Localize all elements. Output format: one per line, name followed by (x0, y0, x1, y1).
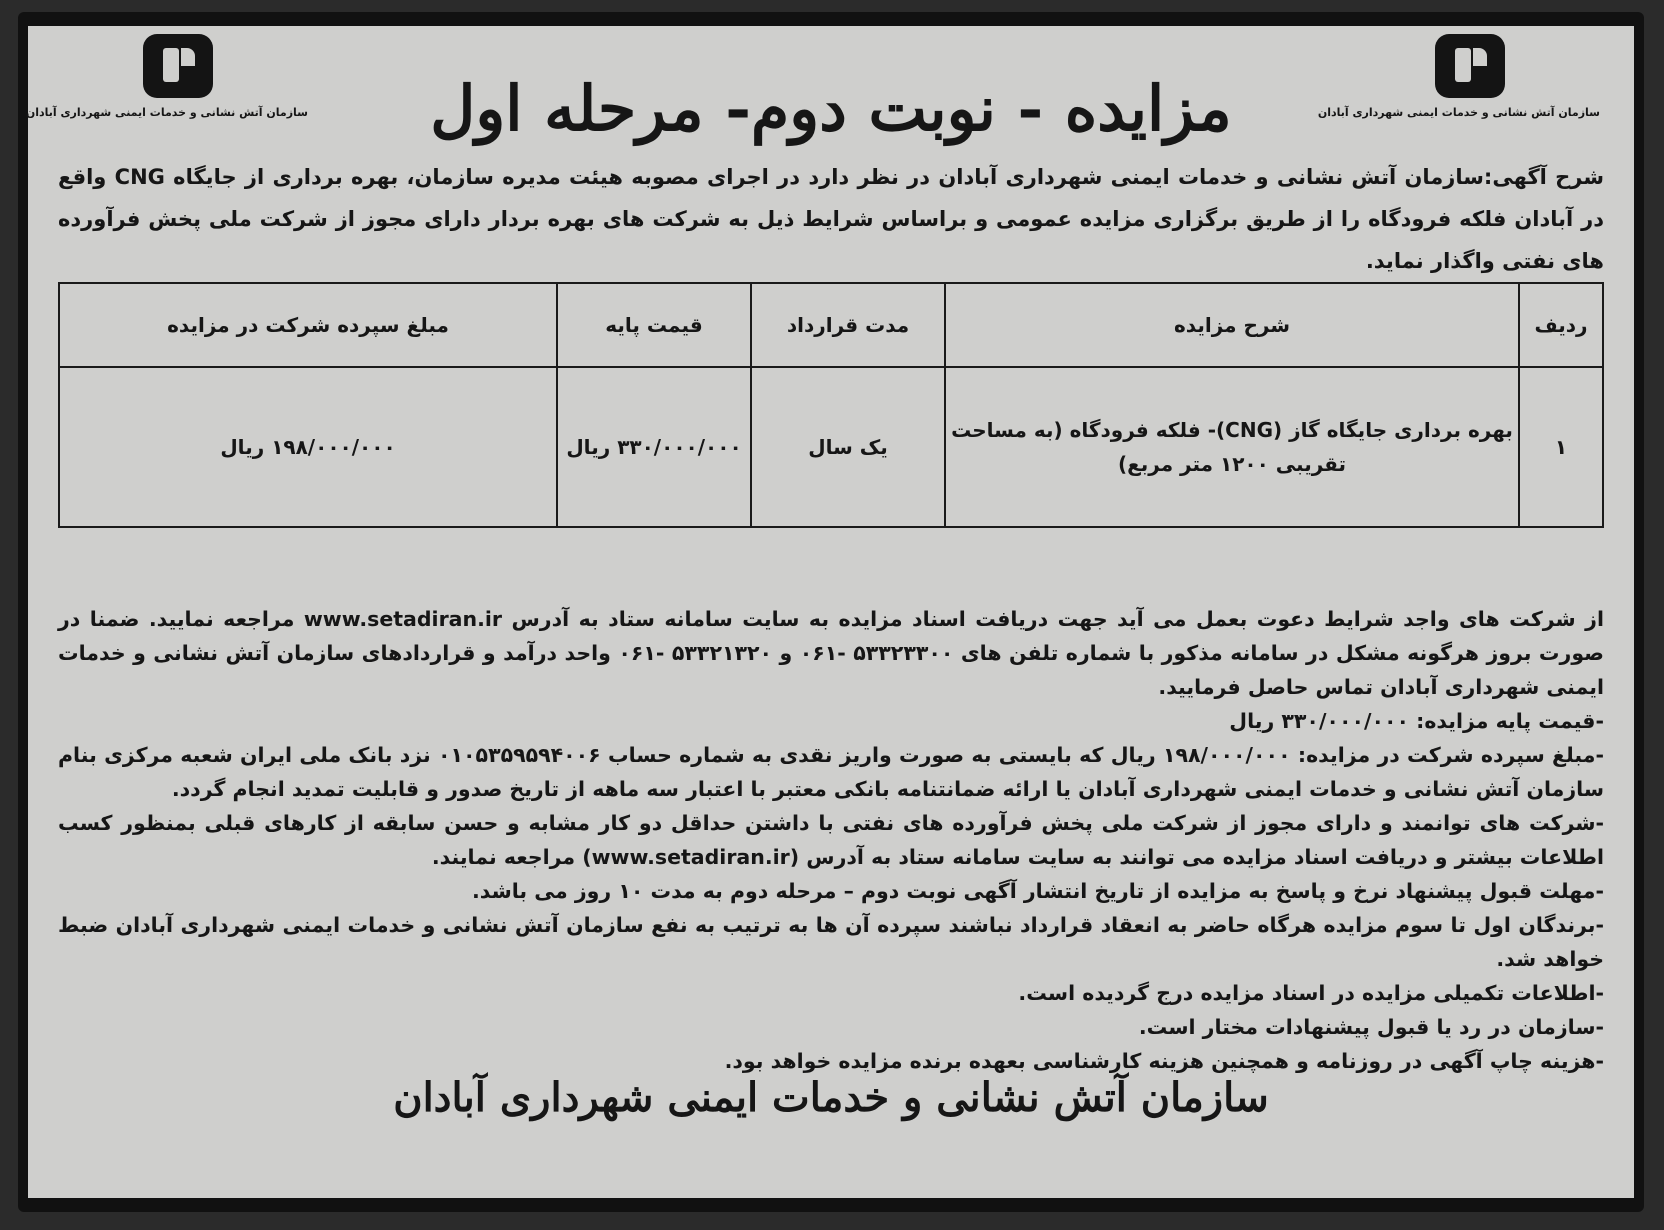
table-header-row (59, 283, 1603, 367)
col-header-description: شرح مزایده (945, 283, 1519, 367)
paragraph-rights: -سازمان در رد یا قبول پیشنهادات مختار است. (1138, 1015, 1604, 1039)
logo-caption-right: سازمان آتش نشانی و خدمات ایمنی شهرداری آبادان (1317, 106, 1600, 119)
col-header-base-price: قیمت پایه (557, 283, 751, 367)
intro-text: شرح آگهی:سازمان آتش نشانی و خدمات ایمنی شهرداری آبادان در نظر دارد در اجرای مصوبه هیئت مدیره سازمان، بهره برداری از جایگاه CNG واقع در آبادان فلکه فرودگاه را از طریق برگزاری مزایده عمومی و براساس شرایط ذیل به شرکت های بهره بردار دارای مجوز از شرکت ملی پخش فرآورده های نفتی واگذار نماید. (58, 165, 1604, 273)
footer-org-name: سازمان آتش نشانی و خدمات ایمنی شهرداری آبادان (393, 1074, 1269, 1121)
paragraph-deposit: -مبلغ سپرده شرکت در مزایده: ۱۹۸/۰۰۰/۰۰۰ ریال که بایستی به صورت واریز نقدی به شماره حساب ۰۱۰۵۳۵۹۵۹۴۰۰۶ نزد بانک ملی ایران شعبه مرکزی بنام سازمان آتش نشانی و خدمات ایمنی شهرداری آبادان یا ارائه ضمانتنامه بانکی معتبر با اعتبار سه ماهه از تاریخ صدور و قابلیت تمدید انجام گردد. (58, 743, 1604, 801)
org-logo-icon (143, 34, 213, 98)
col-header-contract-duration: مدت قرارداد (751, 283, 945, 367)
paragraph-base-price: -قیمت پایه مزایده: ۳۳۰/۰۰۰/۰۰۰ ریال (1229, 709, 1604, 733)
cell-base-price: ۳۳۰/۰۰۰/۰۰۰ ریال (557, 367, 751, 527)
table-row (59, 367, 1603, 527)
cell-row-number: ۱ (1519, 367, 1603, 527)
cell-description: بهره برداری جایگاه گاز (CNG)- فلکه فرودگاه (به مساحت تقریبی ۱۲۰۰ متر مربع) (945, 367, 1519, 527)
auction-notice (25, 26, 1634, 1198)
paragraph-costs: -هزینه چاپ آگهی در روزنامه و همچنین هزینه کارشناسی بعهده برنده مزایده خواهد بود. (724, 1049, 1604, 1073)
cell-deposit: ۱۹۸/۰۰۰/۰۰۰ ریال (59, 367, 557, 527)
col-header-row-number: ردیف (1519, 283, 1603, 367)
paragraph-additional-info: -اطلاعات تکمیلی مزایده در اسناد مزایده درج گردیده است. (1018, 981, 1604, 1005)
col-header-deposit: مبلغ سپرده شرکت در مزایده (59, 283, 557, 367)
auction-table (58, 282, 1604, 528)
page-title: مزایده - نوبت دوم- مرحله اول (430, 72, 1232, 145)
cell-contract-duration: یک سال (751, 367, 945, 527)
logo-caption-left: سازمان آتش نشانی و خدمات ایمنی شهرداری آبادان (25, 106, 308, 119)
conditions-text (58, 602, 1604, 1078)
paragraph-eligibility: -شرکت های توانمند و دارای مجوز از شرکت ملی پخش فرآورده های نفتی با داشتن حداقل دو کار مشابه و حسن سابقه از کارهای قبلی بمنظور کسب اطلاعات بیشتر و دریافت اسناد مزایده می توانند به سایت سامانه ستاد به آدرس (www.setadiran.ir) مراجعه نمایند. (58, 811, 1604, 869)
paragraph-invitation: از شرکت های واجد شرایط دعوت بعمل می آید جهت دریافت اسناد مزایده به سایت سامانه ستاد به آدرس www.setadiran.ir مراجعه نمایید. ضمنا در صورت بروز هرگونه مشکل در سامانه مذکور با شماره تلفن های ۵۳۳۲۳۳۰۰ -۰۶۱ و ۵۳۳۲۱۳۲۰ -۰۶۱ واحد درآمد و قراردادهای سازمان آتش نشانی و خدمات ایمنی شهرداری آبادان تماس حاصل فرمایید. (58, 607, 1604, 699)
paragraph-winners: -برندگان اول تا سوم مزایده هرگاه حاضر به انعقاد قرارداد نباشند سپرده آن ها به ترتیب به نفع سازمان آتش نشانی و خدمات ایمنی شهرداری آبادان ضبط خواهد شد. (58, 913, 1604, 971)
paragraph-deadline: -مهلت قبول پیشنهاد نرخ و پاسخ به مزایده از تاریخ انتشار آگهی نوبت دوم – مرحله دوم به مدت ۱۰ روز می باشد. (471, 879, 1604, 903)
org-logo-icon (1435, 34, 1505, 98)
